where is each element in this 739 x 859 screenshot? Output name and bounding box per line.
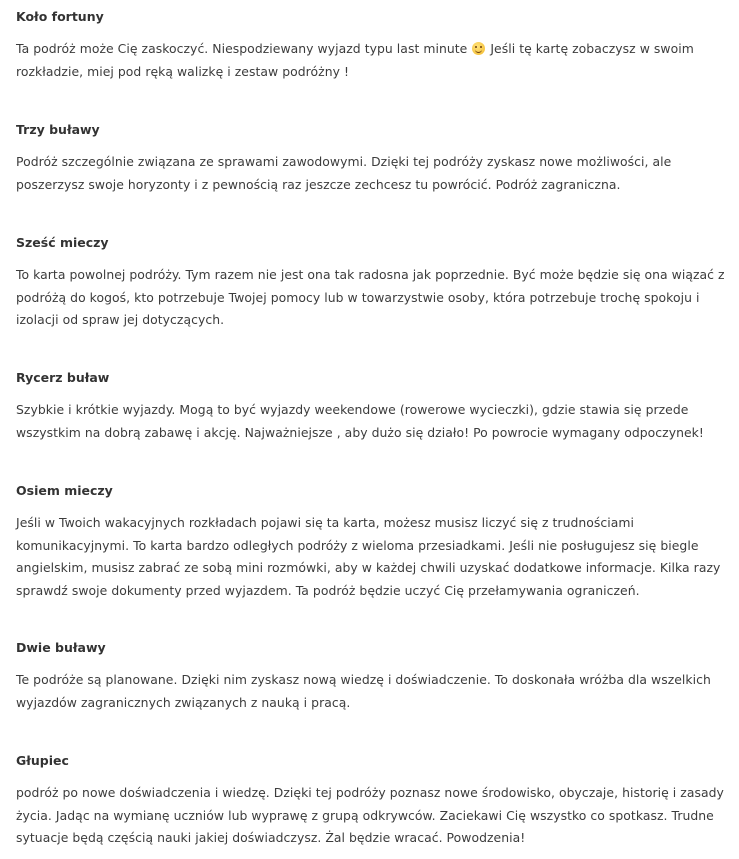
section-text-part: Ta podróż może Cię zaskoczyć. Niespodziewany wyjazd typu last minute	[16, 41, 472, 56]
section-text-part: Jeśli tę kartę zobaczysz w swoim rozkładzie, miej pod ręką walizkę i zestaw podróżny !	[16, 41, 694, 79]
winking-face-icon	[472, 42, 485, 55]
section-osiem-mieczy	[16, 483, 727, 602]
section-text: Te podróże są planowane. Dzięki nim zyskasz nową wiedzę i doświadczenie. To doskonała wróżba dla wszelkich wyjazdów zagranicznych związanych z nauką i pracą.	[16, 672, 711, 710]
section-dwie-bulawy	[16, 640, 727, 714]
section-text: Podróż szczególnie związana ze sprawami zawodowymi. Dzięki tej podróży zyskasz nowe możliwości, ale poszerzysz swoje horyzonty i z pewnością raz jeszcze zechcesz tu powrócić. Podróż zagraniczna.	[16, 154, 672, 192]
section-szesc-mieczy	[16, 235, 727, 332]
section-text: Jeśli w Twoich wakacyjnych rozkładach pojawi się ta karta, możesz musisz liczyć się z trudnościami komunikacyjnymi. To karta bardzo odległych podróży z wieloma przesiadkami. Jeśli nie posługujesz się biegle angielskim, musisz zabrać ze sobą mini rozmówki, aby w każdej chwili uzyskać dodatkowe informacje. Kilka razy sprawdź swoje dokumenty przed wyjazdem. Ta podróż będzie uczyć Cię przełamywania ograniczeń.	[16, 515, 721, 598]
section-title: Trzy buławy	[16, 122, 100, 137]
section-title: Koło fortuny	[16, 9, 104, 24]
section-text: To karta powolnej podróży. Tym razem nie jest ona tak radosna jak poprzednie. Być może będzie się ona wiązać z podróżą do kogoś, kto potrzebuje Twojej pomocy lub w towarzystwie osoby, która potrzebuje trochę spokoju i izolacji od spraw jej dotyczących.	[16, 267, 725, 327]
section-glupiec	[16, 753, 727, 850]
section-title: Dwie buławy	[16, 640, 106, 655]
section-text	[16, 38, 727, 83]
section-kolo-fortuny	[16, 9, 727, 83]
section-text: podróż po nowe doświadczenia i wiedzę. Dzięki tej podróży poznasz nowe środowisko, obyczaje, historię i zasady życia. Jadąc na wymianę uczniów lub wyprawę z grupą odkrywców. Zaciekawi Cię wszystko co spotkasz. Trudne sytuacje będą częścią nauki jakiej doświadczysz. Żal będzie wracać. Powodzenia!	[16, 785, 724, 845]
section-text: Szybkie i krótkie wyjazdy. Mogą to być wyjazdy weekendowe (rowerowe wycieczki), gdzie stawia się przede wszystkim na dobrą zabawę i akcję. Najważniejsze , aby dużo się działo! Po powrocie wymagany odpoczynek!	[16, 402, 704, 440]
section-title: Osiem mieczy	[16, 483, 113, 498]
section-trzy-bulawy	[16, 122, 727, 196]
section-rycerz-bulaw	[16, 370, 727, 444]
section-title: Rycerz buław	[16, 370, 110, 385]
section-title: Sześć mieczy	[16, 235, 109, 250]
section-title: Głupiec	[16, 753, 69, 768]
